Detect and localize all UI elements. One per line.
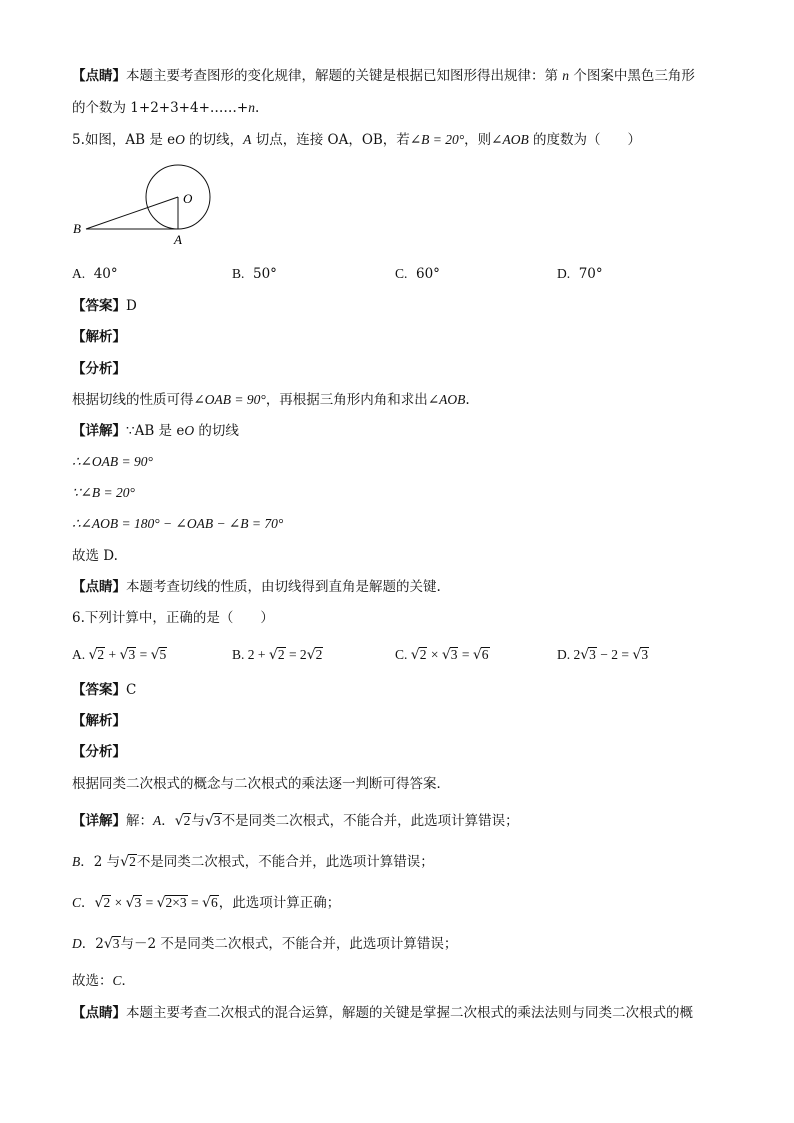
dianjing-tag: 【点睛】 bbox=[72, 68, 126, 84]
q6-option-d: D. 2√3 − 2 = √3 bbox=[557, 647, 649, 663]
q6-detail-b: B．2 与√2不是同类二次根式，不能合并，此选项计算错误； bbox=[72, 854, 434, 870]
q5-dianjing: 【点睛】本题考查切线的性质，由切线得到直角是解题的关键. bbox=[72, 579, 441, 595]
q5-jiexi: 【解析】 bbox=[72, 329, 126, 345]
q6-option-a: A. √2 + √3 = √5 bbox=[72, 647, 167, 663]
q6-fenxi-text: 根据同类二次根式的概念与二次根式的乘法逐一判断可得答案． bbox=[72, 776, 450, 792]
q6-detail-d: D．2√3与－2 不是同类二次根式，不能合并，此选项计算错误； bbox=[72, 936, 458, 952]
question-6-stem: 6.下列计算中，正确的是（ ） bbox=[72, 610, 274, 626]
label-b: B bbox=[73, 221, 81, 236]
q5-option-b: B. 50° bbox=[232, 266, 277, 282]
q5-choose: 故选 D. bbox=[72, 548, 118, 564]
segment-bo bbox=[86, 197, 178, 229]
label-a: A bbox=[174, 232, 182, 247]
q6-option-c: C. √2 × √3 = √6 bbox=[395, 647, 489, 663]
q6-jiexi: 【解析】 bbox=[72, 713, 126, 729]
dianjing-line-1: 【点睛】本题主要考查图形的变化规律，解题的关键是根据已知图形得出规律：第 n 个图案中黑色三角形 bbox=[72, 68, 695, 84]
label-o: O bbox=[183, 191, 193, 206]
q6-detail-c: C．√2 × √3 = √2×3 = √6，此选项计算正确； bbox=[72, 895, 341, 911]
q5-step-3: ∵∠B = 20° bbox=[72, 485, 135, 500]
q6-answer: 【答案】C bbox=[72, 682, 137, 698]
q5-step-4: ∴∠AOB = 180° − ∠OAB − ∠B = 70° bbox=[72, 516, 284, 531]
q5-fenxi: 【分析】 bbox=[72, 361, 126, 377]
tangent-figure bbox=[68, 160, 228, 250]
q5-fenxi-text: 根据切线的性质可得∠OAB = 90°，再根据三角形内角和求出∠AOB. bbox=[72, 392, 470, 408]
q6-choose: 故选：C． bbox=[72, 973, 136, 989]
q5-xiangjie: 【详解】∵AB 是 eO 的切线 bbox=[72, 423, 239, 439]
q5-option-a: A. 40° bbox=[72, 266, 118, 282]
q5-answer: 【答案】D bbox=[72, 298, 137, 314]
dianjing-line-2: 的个数为 1+2+3+4+……+n. bbox=[72, 100, 260, 116]
q6-detail-a: 【详解】解：A．√2与√3不是同类二次根式，不能合并，此选项计算错误； bbox=[72, 813, 519, 829]
q6-fenxi: 【分析】 bbox=[72, 744, 126, 760]
q6-dianjing: 【点睛】本题主要考查二次根式的混合运算，解题的关键是掌握二次根式的乘法法则与同类二次根式的概 bbox=[72, 1005, 693, 1021]
question-5-stem: 5.如图，AB 是 eO 的切线，A 切点，连接 OA，OB，若∠B = 20°，则∠AOB 的度数为（ ） bbox=[72, 132, 641, 148]
q6-option-b: B. 2 + √2 = 2√2 bbox=[232, 647, 323, 663]
q5-option-c: C. 60° bbox=[395, 266, 440, 282]
q5-step-2: ∴∠OAB = 90° bbox=[72, 454, 153, 469]
q5-option-d: D. 70° bbox=[557, 266, 603, 282]
